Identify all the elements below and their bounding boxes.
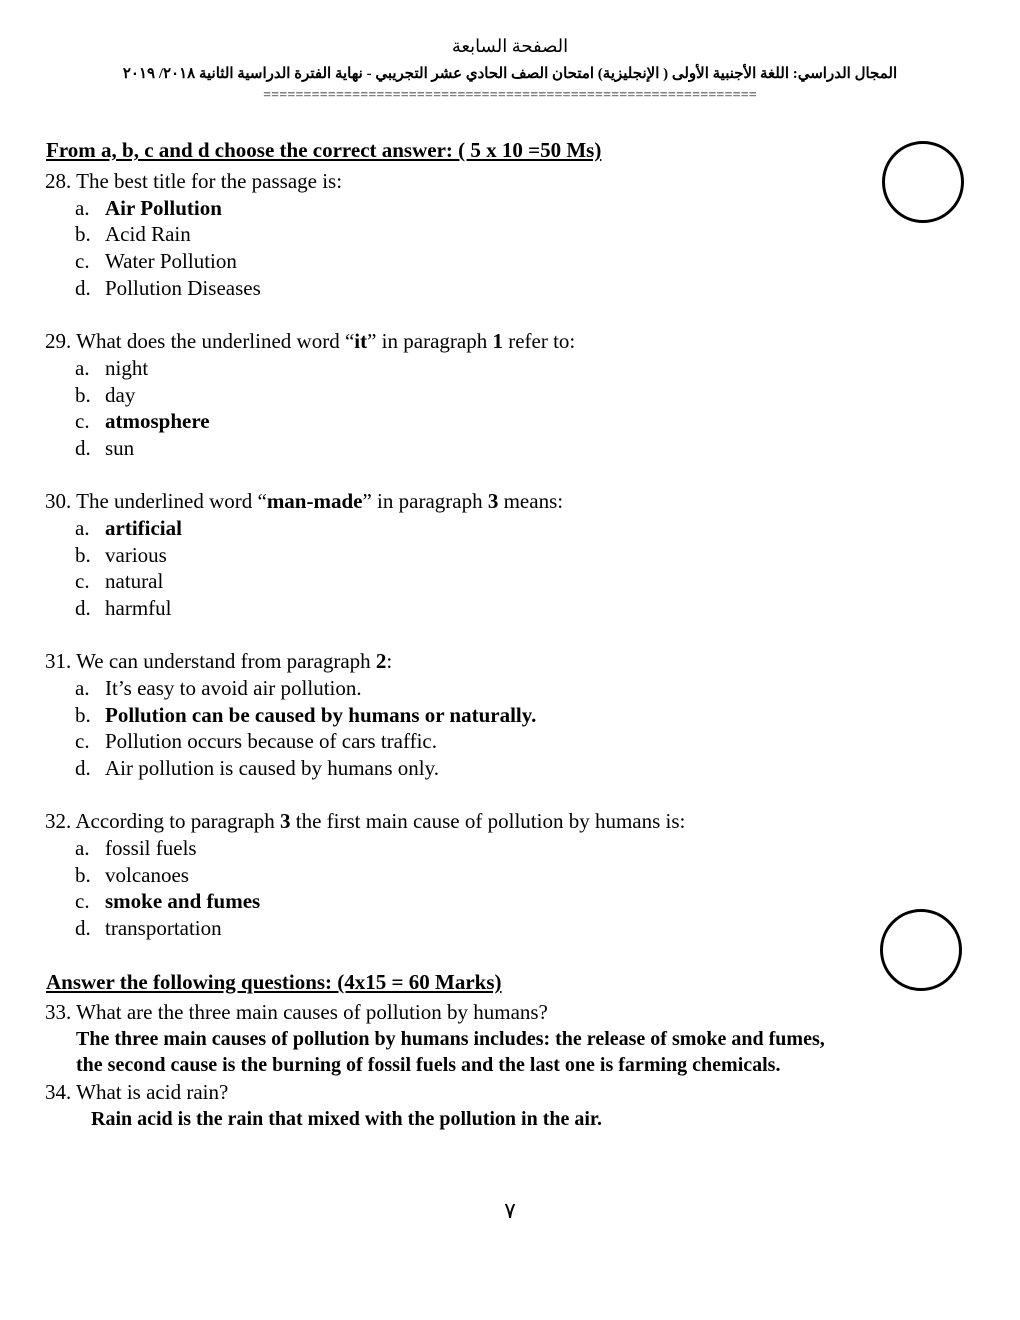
question-31-option-d: d. Air pollution is caused by humans only.	[75, 756, 440, 780]
question-28-option-b: b. Acid Rain	[75, 222, 191, 246]
question-31-stem: 31. We can understand from paragraph 2:	[45, 649, 393, 673]
separator-rule: =============================================================	[263, 88, 757, 103]
question-29-option-d: d. sun	[75, 436, 135, 460]
question-31-option-c: c. Pollution occurs because of cars traffic.	[75, 729, 437, 753]
question-31-option-b: b. Pollution can be caused by humans or naturally.	[75, 703, 537, 727]
question-28-option-a: a. Air Pollution	[75, 196, 222, 220]
question-34-stem: 34. What is acid rain?	[45, 1080, 229, 1104]
question-30-option-d: d. harmful	[75, 596, 172, 620]
mcq-section-title: From a, b, c and d choose the correct answer: ( 5 x 10 =50 Ms)	[46, 138, 602, 162]
question-30-stem: 30. The underlined word “man-made” in paragraph 3 means:	[45, 489, 564, 513]
question-32-option-b: b. volcanoes	[75, 863, 189, 887]
open-section-title: Answer the following questions: (4x15 = 60 Marks)	[46, 970, 502, 994]
page-label: الصفحة السابعة	[451, 36, 569, 56]
question-29-option-b: b. day	[75, 383, 136, 407]
question-30-option-c: c. natural	[75, 569, 164, 593]
question-29-option-c: c. atmosphere	[75, 409, 210, 433]
question-30-option-b: b. various	[75, 543, 167, 567]
question-28-option-c: c. Water Pollution	[75, 249, 237, 273]
question-32-option-a: a. fossil fuels	[75, 836, 197, 860]
question-28-option-d: d. Pollution Diseases	[75, 276, 261, 300]
question-28-stem: 28. The best title for the passage is:	[45, 169, 343, 193]
question-32-option-d: d. transportation	[75, 916, 222, 940]
question-32-stem: 32. According to paragraph 3 the first main cause of pollution by humans is:	[45, 809, 686, 833]
score-circle-bottom	[880, 909, 962, 991]
page-number: ٧	[504, 1198, 516, 1223]
score-circle-top	[882, 141, 964, 223]
question-31-option-a: a. It’s easy to avoid air pollution.	[75, 676, 362, 700]
question-33-stem: 33. What are the three main causes of pollution by humans?	[45, 1000, 548, 1024]
question-34-answer: Rain acid is the rain that mixed with the pollution in the air.	[91, 1108, 602, 1130]
question-33-answer-line-1: The three main causes of pollution by humans includes: the release of smoke and fumes,	[76, 1028, 825, 1050]
question-32-option-c: c. smoke and fumes	[75, 889, 261, 913]
question-30-option-a: a. artificial	[75, 516, 182, 540]
question-29-option-a: a. night	[75, 356, 149, 380]
question-33-answer-line-2: the second cause is the burning of fossil fuels and the last one is farming chemicals.	[76, 1054, 781, 1076]
question-29-stem: 29. What does the underlined word “it” in paragraph 1 refer to:	[45, 329, 576, 353]
subject-line: المجال الدراسي: اللغة الأجنبية الأولى ( الإنجليزية) امتحان الصف الحادي عشر التجريبي - نهاية الفترة الدراسية الثانية ٢٠١٨/ ٢٠١٩	[122, 66, 898, 82]
